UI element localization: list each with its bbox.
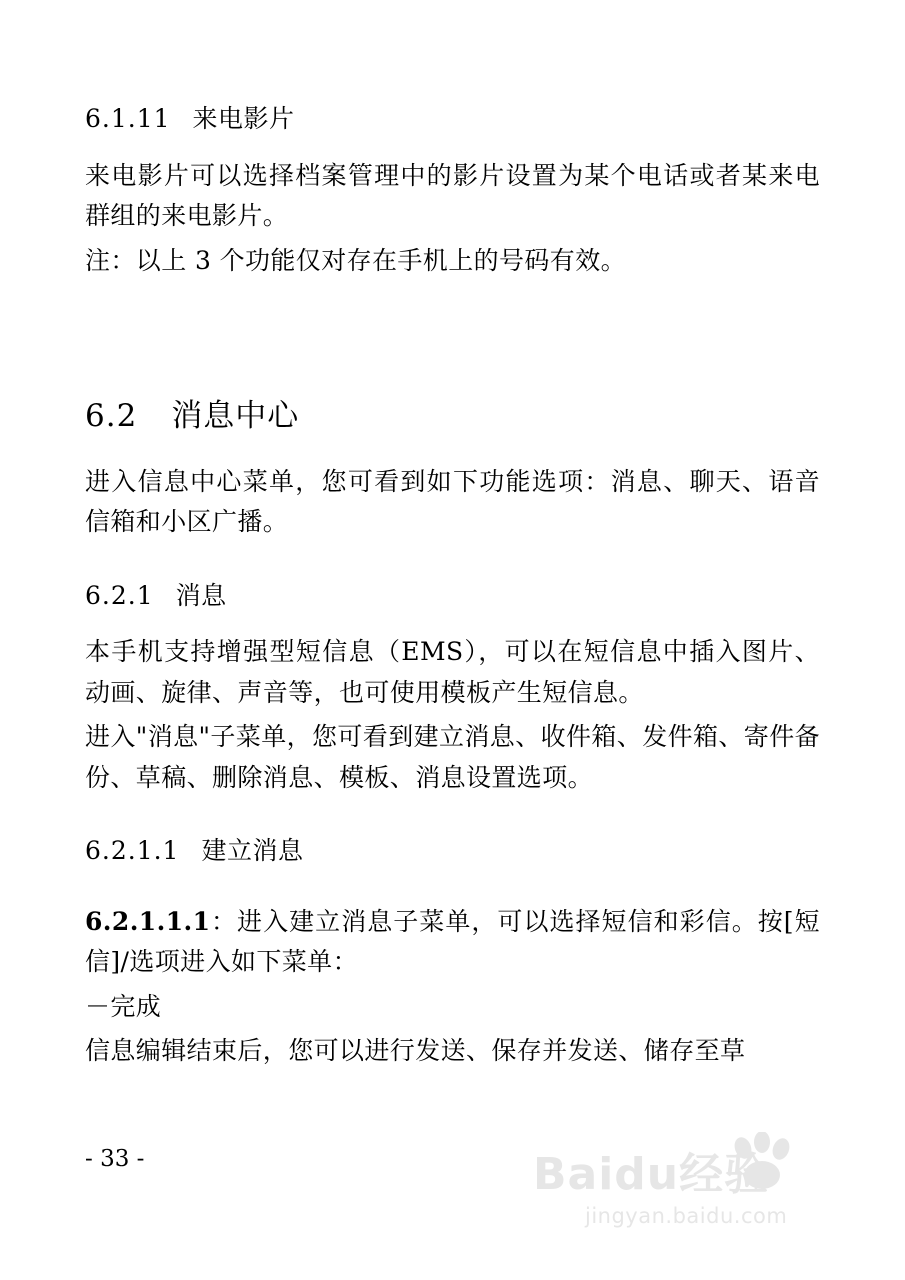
heading-text: 来电影片 [192, 104, 295, 133]
heading-number: 6.2.1.1 [85, 836, 180, 865]
heading-text: 消息中心 [171, 398, 300, 434]
paragraph-6-2-1-2: 进入"消息"子菜单，您可看到建立消息、收件箱、发件箱、寄件备份、草稿、删除消息、模板、消息设置选项。 [85, 722, 821, 792]
watermark-text: Baidu经验 [533, 1149, 770, 1200]
section-spacer [85, 888, 820, 902]
heading-6-2-1-1 [85, 832, 820, 870]
step-text: ：进入建立消息子菜单，可以选择短信和彩信。按[短信]/选项进入如下菜单： [85, 906, 820, 976]
heading-6-1-11 [85, 100, 820, 138]
paragraph-last-line: 信息编辑结束后，您可以进行发送、保存并发送、储存至草 [85, 1036, 746, 1065]
paw-icon [729, 1132, 795, 1194]
list-item-dash: －完成 [85, 991, 162, 1021]
heading-6-2 [85, 393, 820, 440]
paragraph-6-2-1: 进入信息中心菜单，您可看到如下功能选项：消息、聊天、语音信箱和小区广播。 [85, 466, 820, 536]
document-body [85, 100, 820, 1076]
watermark-subtext: jingyan.baidu.com [585, 1204, 788, 1228]
paragraph-step-6-2-1-1-1 [85, 902, 820, 983]
heading-number: 6.1.11 [85, 104, 171, 133]
heading-number: 6.2 [85, 398, 138, 434]
section-spacer [85, 802, 820, 832]
watermark [533, 1132, 863, 1242]
section-spacer [85, 547, 820, 577]
step-label: 6.2.1.1.1 [85, 906, 211, 936]
section-spacer [85, 285, 820, 393]
paragraph-6-2-1-1: 本手机支持增强型短信息（EMS），可以在短信息中插入图片、动画、旋律、声音等，也可使用模板产生短信息。 [85, 637, 820, 707]
paragraph-6-1-11-1: 来电影片可以选择档案管理中的影片设置为某个电话或者某来电群组的来电影片。 [85, 160, 820, 230]
heading-text: 消息 [175, 580, 227, 610]
heading-text: 建立消息 [201, 836, 304, 865]
heading-number: 6.2.1 [85, 580, 154, 610]
paragraph-6-1-11-note: 注：以上 3 个功能仅对存在手机上的号码有效。 [85, 245, 627, 275]
page-number: - 33 - [85, 1146, 145, 1172]
heading-6-2-1 [85, 577, 820, 615]
